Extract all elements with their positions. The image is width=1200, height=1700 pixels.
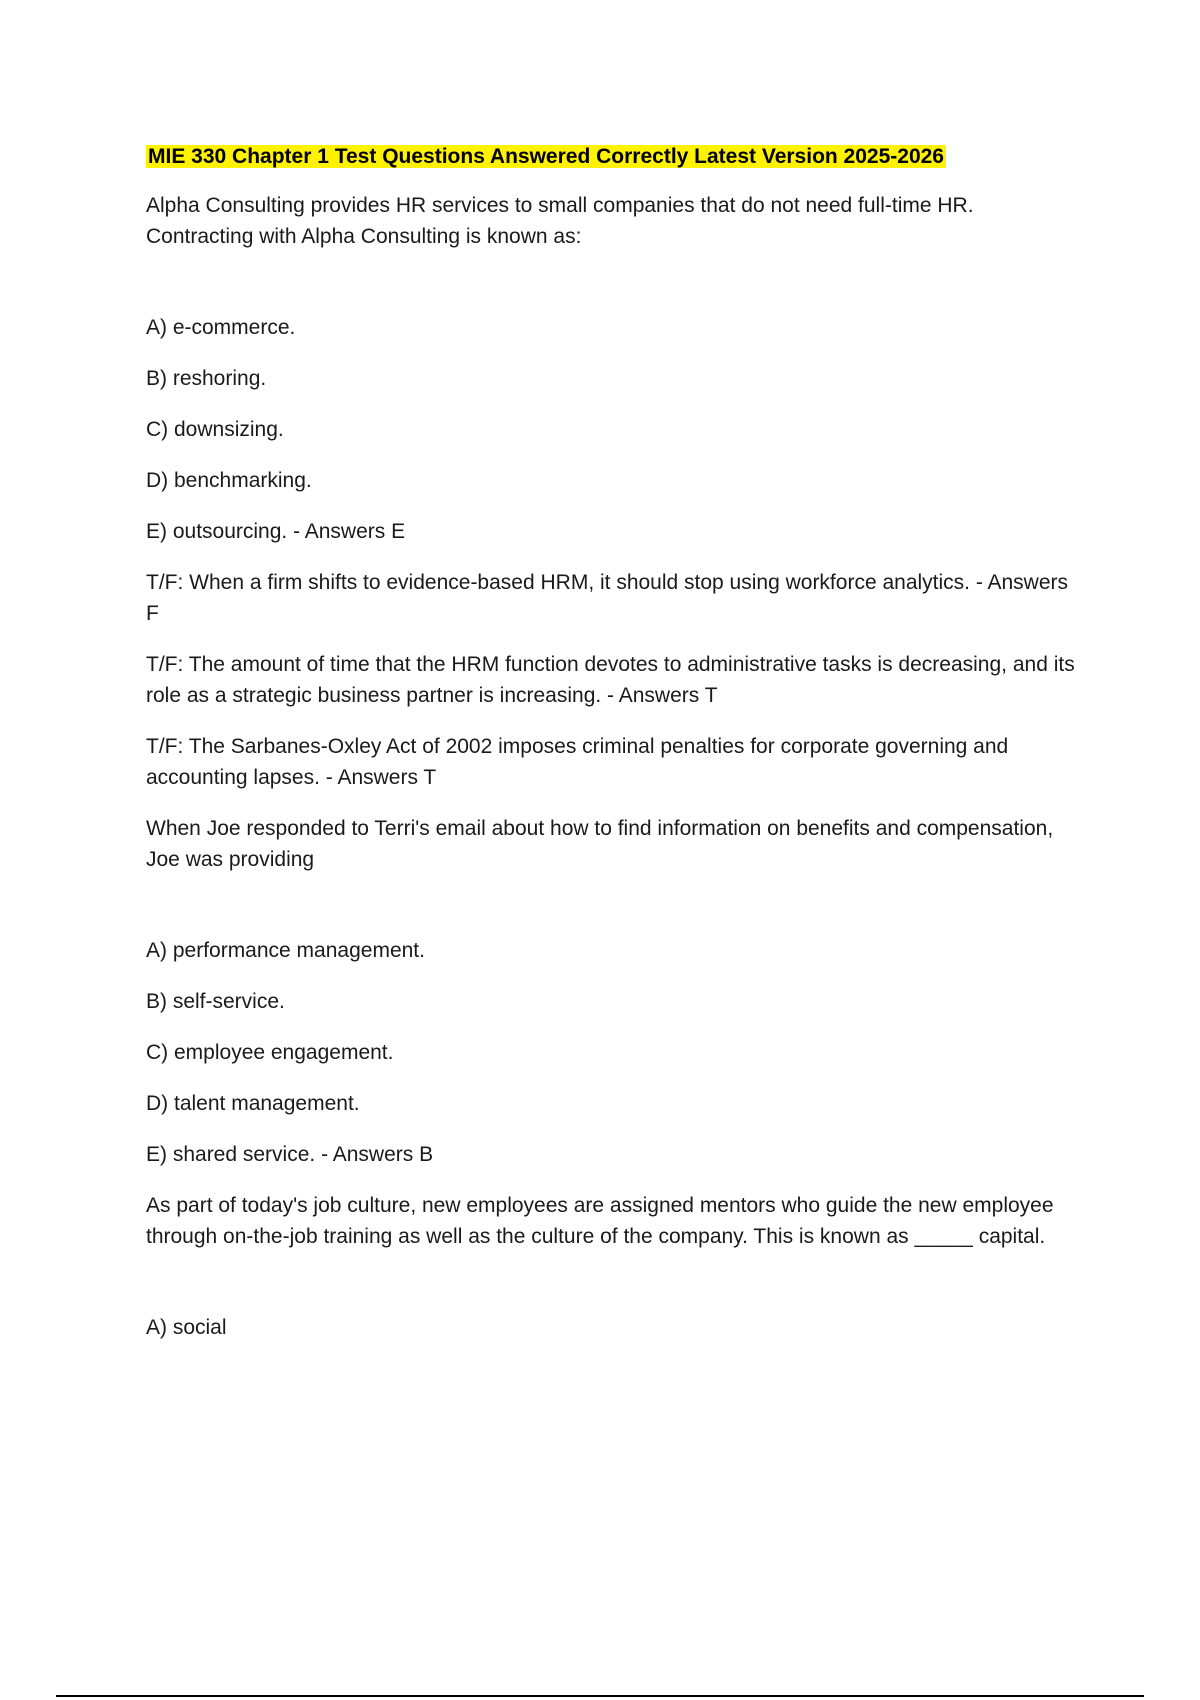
question-1-stem: Alpha Consulting provides HR services to small companies that do not need full-time HR. Contracting with Alpha Consulting is known as: — [146, 194, 974, 248]
true-false-question-3: T/F: The Sarbanes-Oxley Act of 2002 imposes criminal penalties for corporate governing and accounting lapses. - Answers T — [146, 735, 1009, 789]
question-1-option-b: B) reshoring. — [146, 367, 267, 390]
question-3-stem: As part of today's job culture, new employees are assigned mentors who guide the new employee through on-the-job training as well as the culture of the company. This is known as _____ capital. — [146, 1194, 1054, 1248]
true-false-question-1: T/F: When a firm shifts to evidence-based HRM, it should stop using workforce analytics. - Answers F — [146, 571, 1069, 625]
question-2-option-e: E) shared service. - Answers B — [146, 1143, 434, 1166]
question-1-option-a: A) e-commerce. — [146, 316, 296, 339]
question-2-option-d: D) talent management. — [146, 1092, 360, 1115]
question-2-option-c: C) employee engagement. — [146, 1041, 394, 1064]
question-3-option-a: A) social — [146, 1316, 227, 1339]
document-title: MIE 330 Chapter 1 Test Questions Answered Correctly Latest Version 2025-2026 — [148, 145, 944, 168]
title-line — [146, 142, 1076, 174]
document-content — [146, 142, 1076, 1363]
question-2-stem: When Joe responded to Terri's email about how to find information on benefits and compensation, Joe was providing — [146, 817, 1054, 871]
question-1-option-e: E) outsourcing. - Answers E — [146, 520, 406, 543]
page-bottom-rule — [56, 1695, 1144, 1697]
true-false-question-2: T/F: The amount of time that the HRM function devotes to administrative tasks is decreasing, and its role as a strategic business partner is increasing. - Answers T — [146, 653, 1075, 707]
question-2-option-a: A) performance management. — [146, 939, 425, 962]
question-1-option-c: C) downsizing. — [146, 418, 284, 441]
question-2-option-b: B) self-service. — [146, 990, 285, 1013]
question-1-option-d: D) benchmarking. — [146, 469, 312, 492]
